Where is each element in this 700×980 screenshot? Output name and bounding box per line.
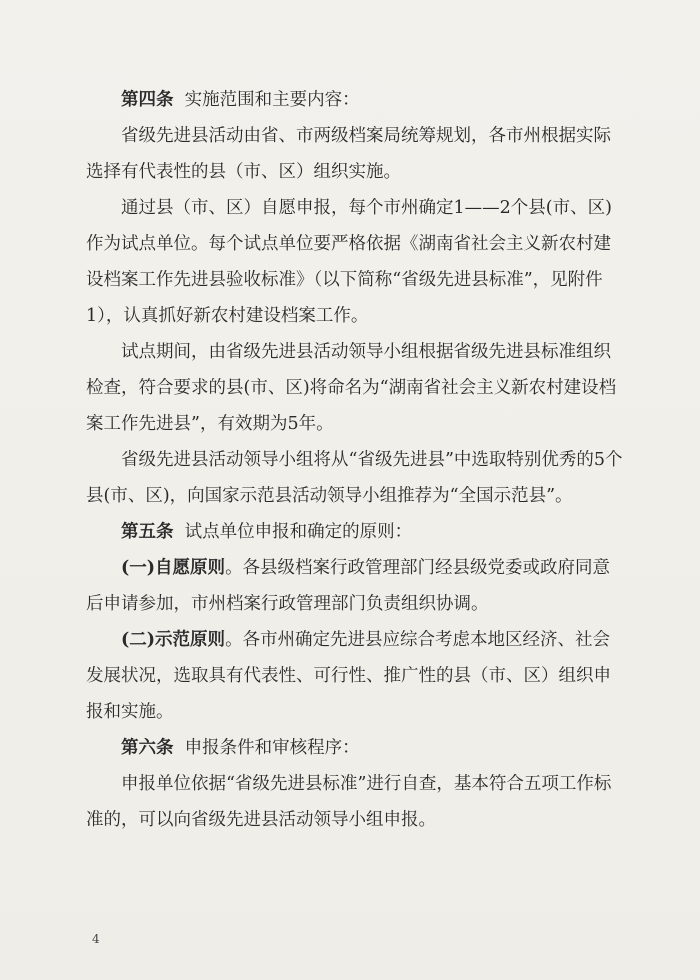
page-number: 4 xyxy=(92,932,100,946)
section-5-label: 第五条 xyxy=(121,522,174,542)
document-body xyxy=(86,82,626,838)
section-5-item-1 xyxy=(86,550,626,622)
section-4-heading xyxy=(86,82,626,118)
section-6-heading xyxy=(86,730,626,766)
section-4-paragraph-2: 通过县（市、区）自愿申报，每个市州确定1——2个县(市、区)作为试点单位。每个试点单位要严格依据《湖南省社会主义新农村建设档案工作先进县验收标准》（以下简称“省级先进县标准”，见附件1），认真抓好新农村建设档案工作。 xyxy=(86,198,612,326)
section-5-title: 试点单位申报和确定的原则： xyxy=(184,522,413,542)
section-5-item-2 xyxy=(86,622,626,730)
section-6-title: 申报条件和审核程序： xyxy=(184,738,360,758)
section-4-title: 实施范围和主要内容： xyxy=(184,90,360,110)
section-5-item-2-text: 。各市州确定先进县应综合考虑本地区经济、社会发展状况，选取具有代表性、可行性、推广性的县（市、区）组织申报和实施。 xyxy=(86,630,611,722)
section-4-paragraph-4: 省级先进县活动领导小组将从“省级先进县”中选取特别优秀的5个县(市、区)，向国家示范县活动领导小组推荐为“全国示范县”。 xyxy=(86,450,623,506)
section-5-item-2-label: (二)示范原则 xyxy=(121,630,226,650)
section-5-item-1-text: 。各县级档案行政管理部门经县级党委或政府同意后申请参加，市州档案行政管理部门负责组织协调。 xyxy=(86,558,611,614)
section-5-heading xyxy=(86,514,626,550)
section-4-paragraph-1: 省级先进县活动由省、市两级档案局统筹规划，各市州根据实际选择有代表性的县（市、区）组织实施。 xyxy=(86,126,611,182)
section-4-paragraph-3: 试点期间，由省级先进县活动领导小组根据省级先进县标准组织检查，符合要求的县(市、区)将命名为“湖南省社会主义新农村建设档案工作先进县”，有效期为5年。 xyxy=(86,342,617,434)
section-5-item-1-label: (一)自愿原则 xyxy=(121,558,226,578)
section-6-paragraph-1: 申报单位依据“省级先进县标准”进行自查，基本符合五项工作标准的，可以向省级先进县活动领导小组申报。 xyxy=(86,774,612,830)
section-6-label: 第六条 xyxy=(121,738,174,758)
section-4-label: 第四条 xyxy=(121,90,174,110)
